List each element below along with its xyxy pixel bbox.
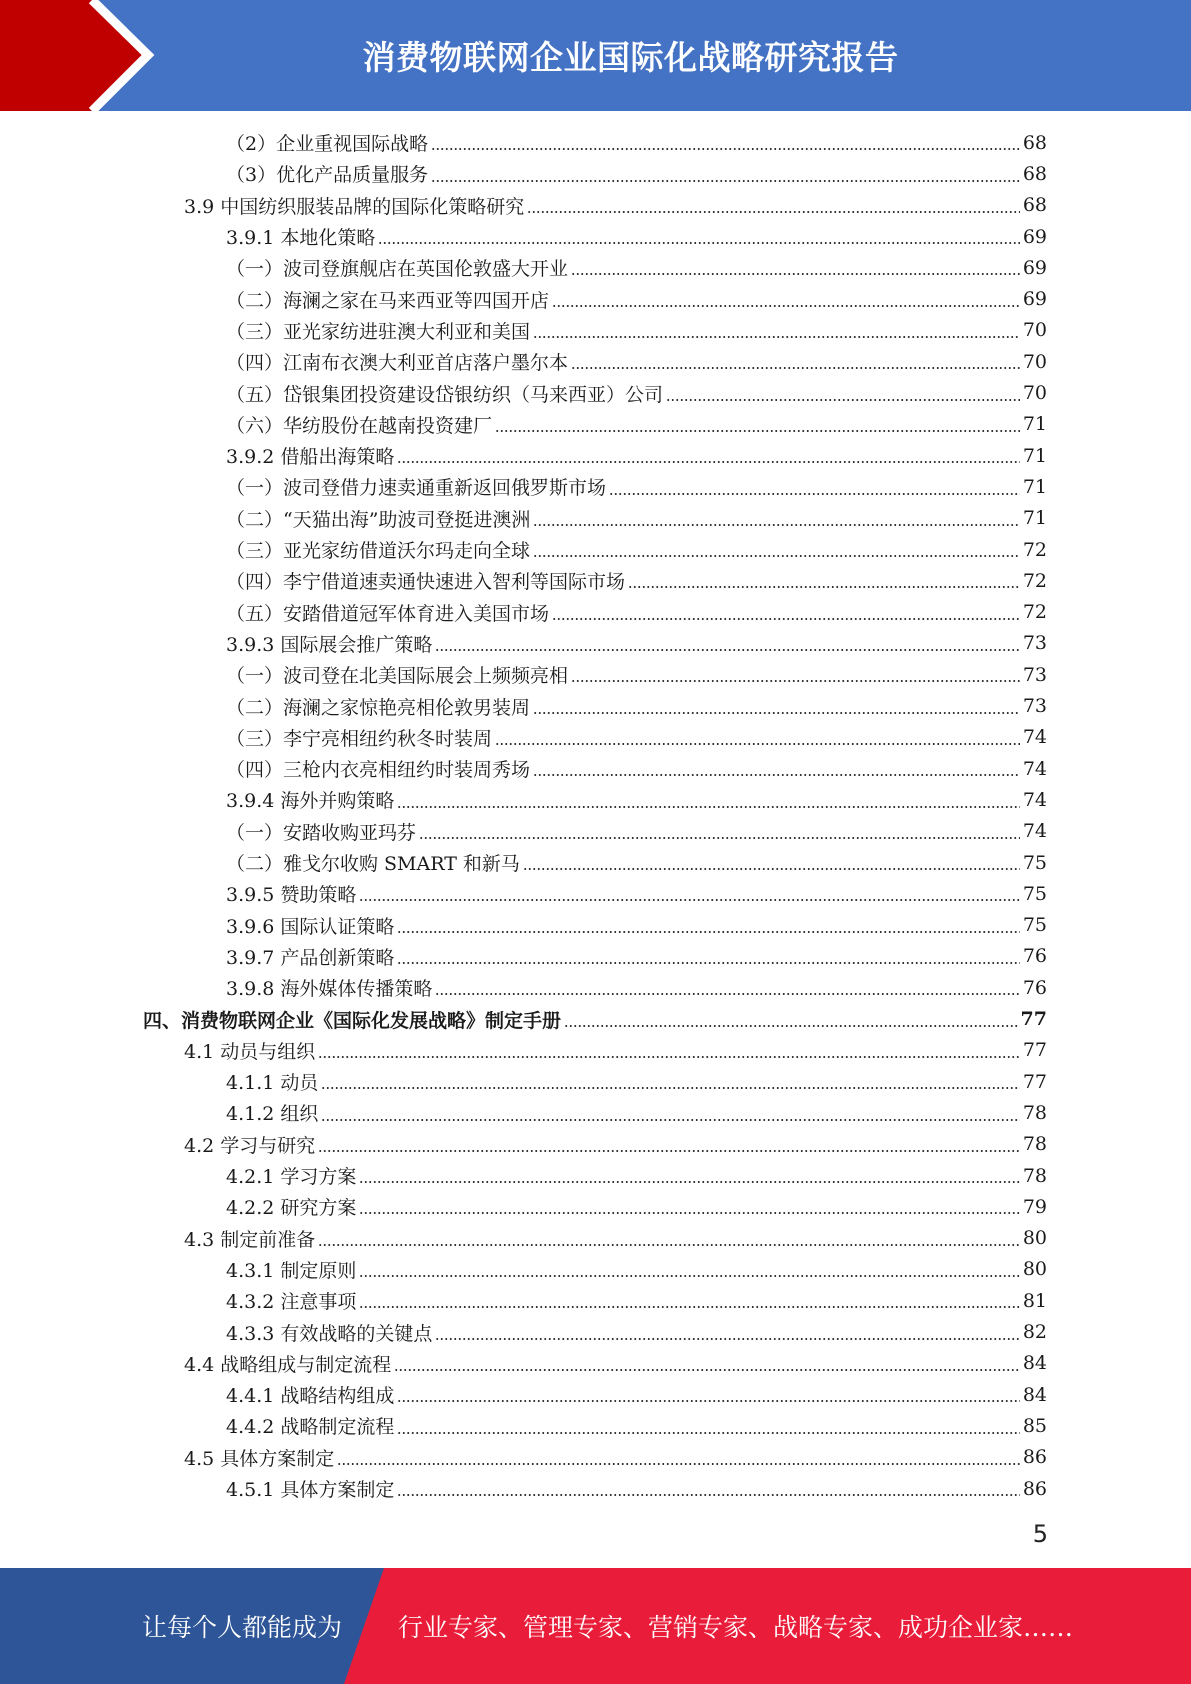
toc-entry-page: 75 [1022, 914, 1047, 937]
toc-entry-page: 71 [1022, 475, 1047, 498]
toc-entry[interactable] [0, 503, 1191, 534]
toc-entry[interactable] [0, 1379, 1191, 1410]
toc-entry[interactable] [0, 816, 1191, 847]
toc-leader-dots [495, 430, 1020, 432]
toc-leader-dots [359, 899, 1019, 901]
toc-entry-page: 72 [1022, 538, 1047, 561]
toc-entry-page: 85 [1022, 1414, 1047, 1437]
toc-entry-title: 4.3 制定前准备 [184, 1228, 316, 1251]
toc-entry-title: 4.2.1 学习方案 [226, 1166, 357, 1189]
toc-entry[interactable] [0, 784, 1191, 815]
toc-leader-dots [533, 524, 1019, 526]
toc-entry-title: 3.9.3 国际展会推广策略 [226, 633, 433, 656]
toc-leader-dots [552, 618, 1020, 620]
toc-leader-dots [397, 1432, 1019, 1434]
toc-entry[interactable] [0, 377, 1191, 408]
toc-entry[interactable] [0, 597, 1191, 628]
toc-entry[interactable] [0, 471, 1191, 502]
toc-entry-page: 75 [1022, 882, 1047, 905]
toc-leader-dots [397, 806, 1019, 808]
toc-entry-title: （六）华纺股份在越南投资建厂 [226, 414, 493, 437]
toc-leader-dots [435, 1338, 1019, 1340]
toc-entry[interactable] [0, 565, 1191, 596]
toc-entry-title: 4.4 战略组成与制定流程 [184, 1353, 392, 1376]
toc-entry[interactable] [0, 1129, 1191, 1160]
toc-leader-dots [431, 148, 1020, 150]
toc-entry-title: 4.1 动员与组织 [184, 1040, 316, 1063]
toc-entry-title: （三）亚光家纺进驻澳大利亚和美国 [226, 320, 531, 343]
toc-leader-dots [527, 211, 1020, 213]
toc-entry-page: 74 [1022, 788, 1047, 811]
toc-entry-title: 4.2 学习与研究 [184, 1134, 316, 1157]
toc-entry-page: 79 [1022, 1195, 1047, 1218]
toc-entry-page: 70 [1022, 319, 1047, 342]
toc-entry-page: 72 [1022, 601, 1047, 624]
footer-slogan-left: 让每个人都能成为 [142, 1613, 343, 1642]
toc-leader-dots [318, 1056, 1020, 1058]
toc-leader-dots [359, 1306, 1019, 1308]
toc-entry-page: 73 [1022, 632, 1047, 655]
toc-entry-page: 78 [1022, 1101, 1047, 1124]
toc-leader-dots [609, 493, 1020, 495]
toc-entry-title: （二）海澜之家在马来西亚等四国开店 [226, 289, 550, 312]
toc-leader-dots [533, 555, 1020, 557]
toc-entry-page: 73 [1022, 663, 1047, 686]
toc-entry[interactable] [0, 346, 1191, 377]
toc-entry-title: （三）李宁亮相纽约秋冬时装周 [226, 727, 493, 750]
toc-entry-page: 69 [1022, 225, 1047, 248]
toc-entry[interactable] [0, 315, 1191, 346]
toc-leader-dots [435, 649, 1019, 651]
toc-entry[interactable] [0, 127, 1191, 158]
toc-entry-page: 73 [1022, 695, 1047, 718]
toc-entry-title: （三）亚光家纺借道沃尔玛走向全球 [226, 540, 531, 563]
toc-entry[interactable] [0, 628, 1191, 659]
toc-entry-title: （二）“天猫出海”助波司登挺进澳洲 [226, 508, 531, 531]
toc-entry-title: 4.1.1 动员 [226, 1072, 319, 1095]
toc-leader-dots [431, 180, 1020, 182]
header-title: 消费物联网企业国际化战略研究报告 [362, 38, 899, 77]
toc-leader-dots [523, 868, 1020, 870]
toc-entry-title: 4.3.2 注意事项 [226, 1291, 357, 1314]
toc-entry[interactable] [0, 1348, 1191, 1379]
toc-entry-title: 3.9.2 借船出海策略 [226, 446, 395, 469]
toc-entry-page: 77 [1020, 1008, 1047, 1031]
toc-entry-page: 78 [1022, 1164, 1047, 1187]
toc-leader-dots [321, 1087, 1019, 1089]
toc-leader-dots [564, 1025, 1018, 1027]
toc-entry-title: 3.9.5 赞助策略 [226, 884, 357, 907]
toc-entry[interactable] [0, 1285, 1191, 1316]
toc-leader-dots [571, 367, 1020, 369]
toc-entry-page: 70 [1022, 382, 1047, 405]
toc-leader-dots [378, 242, 1019, 244]
toc-entry-title: （四）三枪内衣亮相纽约时装周秀场 [226, 759, 531, 782]
toc-leader-dots [359, 1181, 1019, 1183]
toc-entry-page: 75 [1022, 851, 1047, 874]
toc-entry-title: （一）安踏收购亚玛芬 [226, 821, 417, 844]
toc-entry[interactable] [0, 221, 1191, 252]
toc-entry-title: 3.9.6 国际认证策略 [226, 915, 395, 938]
toc-entry-page: 86 [1022, 1446, 1047, 1469]
toc-leader-dots [552, 305, 1020, 307]
toc-entry-page: 74 [1022, 726, 1047, 749]
toc-entry-page: 74 [1022, 820, 1047, 843]
toc-leader-dots [533, 712, 1020, 714]
toc-entry-title: （五）安踏借道冠军体育进入美国市场 [226, 602, 550, 625]
toc-entry-title: 4.5 具体方案制定 [184, 1447, 335, 1470]
toc-entry[interactable] [0, 722, 1191, 753]
toc-entry-page: 77 [1022, 1070, 1047, 1093]
toc-entry-page: 80 [1022, 1258, 1047, 1281]
toc-entry-page: 81 [1022, 1289, 1047, 1312]
toc-entry-title: 4.2.2 研究方案 [226, 1197, 357, 1220]
toc-entry[interactable] [0, 1473, 1191, 1504]
toc-entry-page: 72 [1022, 569, 1047, 592]
toc-entry-title: 4.5.1 具体方案制定 [226, 1479, 395, 1502]
toc-entry-page: 68 [1022, 131, 1047, 154]
toc-entry[interactable] [0, 409, 1191, 440]
toc-entry[interactable] [0, 910, 1191, 941]
toc-entry-title: 3.9.8 海外媒体传播策略 [226, 978, 433, 1001]
toc-entry[interactable] [0, 158, 1191, 189]
toc-leader-dots [397, 1494, 1019, 1496]
toc-entry[interactable] [0, 440, 1191, 471]
toc-leader-dots [533, 774, 1020, 776]
toc-leader-dots [666, 399, 1020, 401]
toc-entry-title: （一）波司登在北美国际展会上频频亮相 [226, 665, 569, 688]
toc-entry-title: 3.9.1 本地化策略 [226, 227, 376, 250]
toc-entry[interactable] [0, 534, 1191, 565]
toc-entry-title: （二）海澜之家惊艳亮相伦敦男装周 [226, 696, 531, 719]
toc-entry-page: 78 [1022, 1133, 1047, 1156]
toc-entry-title: 4.3.1 制定原则 [226, 1259, 357, 1282]
toc-entry[interactable] [0, 1003, 1191, 1034]
footer-slogan-right: 行业专家、管理专家、营销专家、战略专家、成功企业家…… [398, 1613, 1074, 1642]
toc-leader-dots [359, 1275, 1019, 1277]
toc-entry-title: （2）企业重视国际战略 [226, 133, 429, 156]
toc-entry-title: （二）雅戈尔收购 SMART 和新马 [226, 853, 520, 876]
toc-entry-title: （一）波司登旗舰店在英国伦敦盛大开业 [226, 258, 569, 281]
toc-leader-dots [318, 1150, 1020, 1152]
toc-entry-title: （四）李宁借道速卖通快速进入智利等国际市场 [226, 571, 626, 594]
toc-leader-dots [419, 837, 1020, 839]
toc-entry-page: 84 [1022, 1352, 1047, 1375]
toc-entry-page: 82 [1022, 1321, 1047, 1344]
toc-entry[interactable] [0, 284, 1191, 315]
toc-entry-page: 68 [1022, 162, 1047, 185]
toc-entry-page: 69 [1022, 256, 1047, 279]
toc-entry-page: 86 [1022, 1477, 1047, 1500]
toc-entry[interactable] [0, 690, 1191, 721]
toc-entry-page: 74 [1022, 757, 1047, 780]
toc-entry-page: 76 [1022, 976, 1047, 999]
toc-leader-dots [397, 1400, 1019, 1402]
toc-entry-page: 76 [1022, 945, 1047, 968]
toc-entry-page: 80 [1022, 1227, 1047, 1250]
toc-leader-dots [337, 1463, 1020, 1465]
toc-entry-page: 71 [1022, 413, 1047, 436]
toc-leader-dots [397, 931, 1019, 933]
toc-entry[interactable] [0, 972, 1191, 1003]
toc-entry-page: 77 [1022, 1039, 1047, 1062]
toc-entry[interactable] [0, 1223, 1191, 1254]
toc-entry-title: 4.4.2 战略制定流程 [226, 1416, 395, 1439]
toc-entry[interactable] [0, 1254, 1191, 1285]
toc-entry-title: 3.9.4 海外并购策略 [226, 790, 395, 813]
toc-entry-title: （3）优化产品质量服务 [226, 164, 429, 187]
toc-entry-title: （四）江南布衣澳大利亚首店落户墨尔本 [226, 352, 569, 375]
toc-leader-dots [571, 273, 1020, 275]
toc-leader-dots [394, 1369, 1020, 1371]
toc-leader-dots [435, 993, 1019, 995]
page-header [0, 0, 1191, 111]
toc-entry-title: （五）岱银集团投资建设岱银纺织（马来西亚）公司 [226, 383, 664, 406]
toc-entry-title: （一）波司登借力速卖通重新返回俄罗斯市场 [226, 477, 607, 500]
page-number: 5 [1032, 1520, 1048, 1548]
toc-entry-title: 4.3.3 有效战略的关键点 [226, 1322, 433, 1345]
toc-leader-dots [359, 1212, 1019, 1214]
toc-entry-title: 3.9.7 产品创新策略 [226, 946, 395, 969]
toc-entry[interactable] [0, 753, 1191, 784]
toc-entry[interactable] [0, 1191, 1191, 1222]
toc-leader-dots [628, 586, 1020, 588]
toc-entry[interactable] [0, 941, 1191, 972]
toc-entry[interactable] [0, 1410, 1191, 1441]
toc-entry-page: 69 [1022, 288, 1047, 311]
toc-entry[interactable] [0, 659, 1191, 690]
toc-entry[interactable] [0, 1035, 1191, 1066]
toc-entry[interactable] [0, 1442, 1191, 1473]
toc-entry-title: 四、消费物联网企业《国际化发展战略》制定手册 [143, 1009, 562, 1032]
toc-leader-dots [495, 743, 1020, 745]
toc-entry[interactable] [0, 252, 1191, 283]
toc-entry[interactable] [0, 878, 1191, 909]
toc-entry-page: 70 [1022, 350, 1047, 373]
toc-entry-title: 4.4.1 战略结构组成 [226, 1385, 395, 1408]
toc-leader-dots [571, 680, 1020, 682]
toc-entry[interactable] [0, 190, 1191, 221]
toc-entry-page: 84 [1022, 1383, 1047, 1406]
toc-entry-title: 3.9 中国纺织服装品牌的国际化策略研究 [184, 195, 525, 218]
toc-leader-dots [318, 1244, 1020, 1246]
toc-entry[interactable] [0, 1316, 1191, 1347]
toc-entry-page: 68 [1022, 194, 1047, 217]
toc-leader-dots [397, 461, 1019, 463]
toc-entry[interactable] [0, 1097, 1191, 1128]
toc-leader-dots [397, 962, 1019, 964]
toc-entry[interactable] [0, 1066, 1191, 1097]
toc-entry[interactable] [0, 1160, 1191, 1191]
toc-entry-page: 71 [1022, 507, 1047, 530]
toc-leader-dots [533, 336, 1020, 338]
toc-entry-page: 71 [1022, 444, 1047, 467]
toc-leader-dots [321, 1119, 1019, 1121]
page-footer [0, 1568, 1191, 1684]
toc-entry[interactable] [0, 847, 1191, 878]
toc-entry-title: 4.1.2 组织 [226, 1103, 319, 1126]
